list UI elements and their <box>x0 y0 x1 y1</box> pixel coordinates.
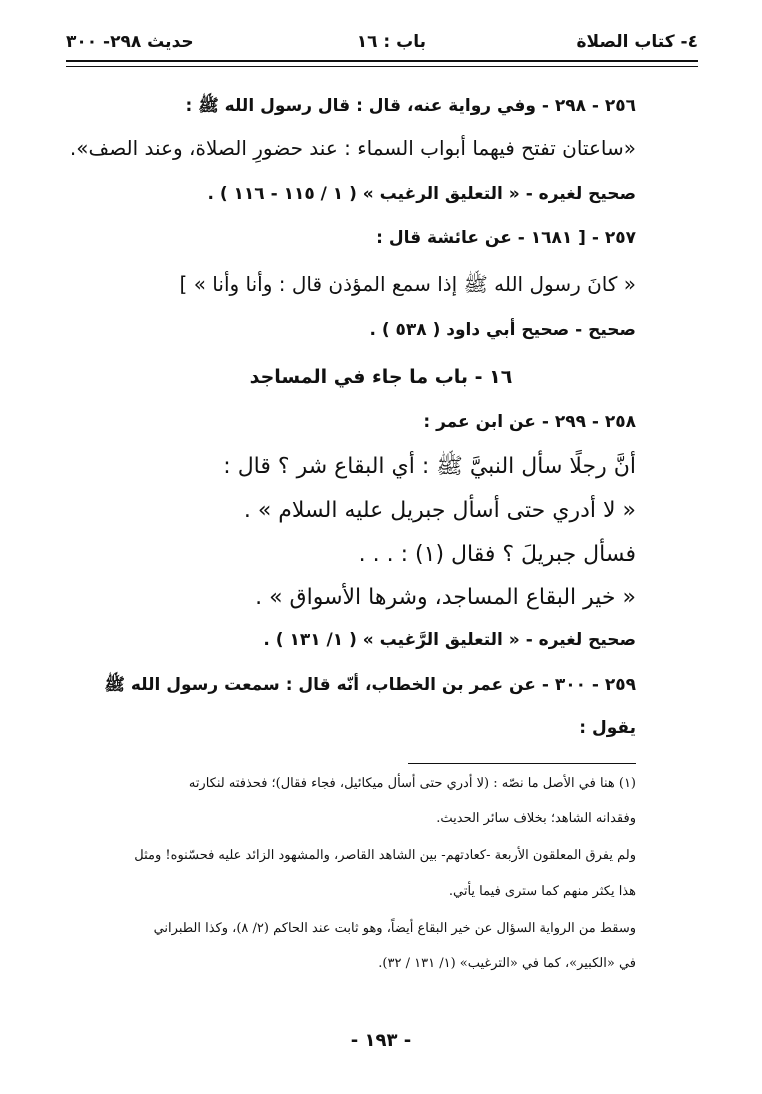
hadith-258-text: « خير البقاع المساجد، وشرها الأسواق » . <box>255 585 636 610</box>
hadith-256-intro: ٢٥٦ - ٢٩٨ - وفي رواية عنه، قال : قال رسول الله ﷺ : <box>185 96 636 116</box>
hadith-257-grading: صحيح - صحيح أبي داود ( ٥٣٨ ) . <box>369 320 636 340</box>
footnote-line: هذا يكثر منهم كما سترى فيما يأتي. <box>448 884 636 899</box>
hadith-258-answer: « لا أدري حتى أسأل جبريل عليه السلام » . <box>243 498 636 523</box>
page-number: - ١٩٣ - <box>350 1030 412 1051</box>
hadith-258-intro: ٢٥٨ - ٢٩٩ - عن ابن عمر : <box>423 412 636 432</box>
footnote-line: وفقدانه الشاهد؛ بخلاف سائر الحديث. <box>436 811 636 826</box>
hadith-258-grading: صحيح لغيره - « التعليق الرَّغيب » ( ١/ ١٣١ ) . <box>263 630 636 650</box>
hadith-257-intro: ٢٥٧ - [ ١٦٨١ - عن عائشة قال : <box>376 228 636 248</box>
hadith-256-text: «ساعتان تفتح فيهما أبواب السماء : عند حضورِ الصلاة، وعند الصف». <box>69 136 636 160</box>
hadith-259-continuation: يقول : <box>579 718 636 738</box>
header-rule <box>66 60 698 67</box>
header-chapter: ٤- كتاب الصلاة <box>576 32 698 52</box>
section-title: ١٦ - باب ما جاء في المساجد <box>249 366 513 388</box>
header-section: باب : ١٦ <box>356 32 426 52</box>
hadith-257-text: « كانَ رسول الله ﷺ إذا سمع المؤذن قال : وأنا وأنا » ] <box>179 272 636 296</box>
footnote-rule <box>408 763 636 764</box>
running-header <box>66 30 698 62</box>
hadith-256-grading: صحيح لغيره - « التعليق الرغيب » ( ١ / ١١٥ - ١١٦ ) . <box>207 184 636 204</box>
footnote-line: في «الكبير»، كما في «الترغيب» (١/ ١٣١ / ٣٢). <box>378 956 636 971</box>
hadith-258-followup: فسأل جبريلَ ؟ فقال (١) : . . . <box>358 542 636 567</box>
footnote-line: وسقط من الرواية السؤال عن خير البقاع أيضاً، وهو ثابت عند الحاكم (٢/ ٨)، وكذا الطبراني <box>153 921 636 936</box>
hadith-259-intro: ٢٥٩ - ٣٠٠ - عن عمر بن الخطاب، أنّه قال : سمعت رسول الله ﷺ <box>104 675 636 695</box>
hadith-258-question: أنَّ رجلًا سأل النبيَّ ﷺ : أي البقاع شر ؟ قال : <box>223 454 636 479</box>
header-hadith-range: حديث ٢٩٨- ٣٠٠ <box>66 32 194 52</box>
footnote-line: ولم يفرق المعلقون الأربعة -كعادتهم- بين الشاهد القاصر، والمشهود الزائد عليه فحسّنوه! ومثل <box>134 848 636 863</box>
footnote-line: (١) هنا في الأصل ما نصّه : (لا أدري حتى أسأل ميكائيل، فجاء فقال)؛ فحذفته لنكارته <box>188 776 636 791</box>
